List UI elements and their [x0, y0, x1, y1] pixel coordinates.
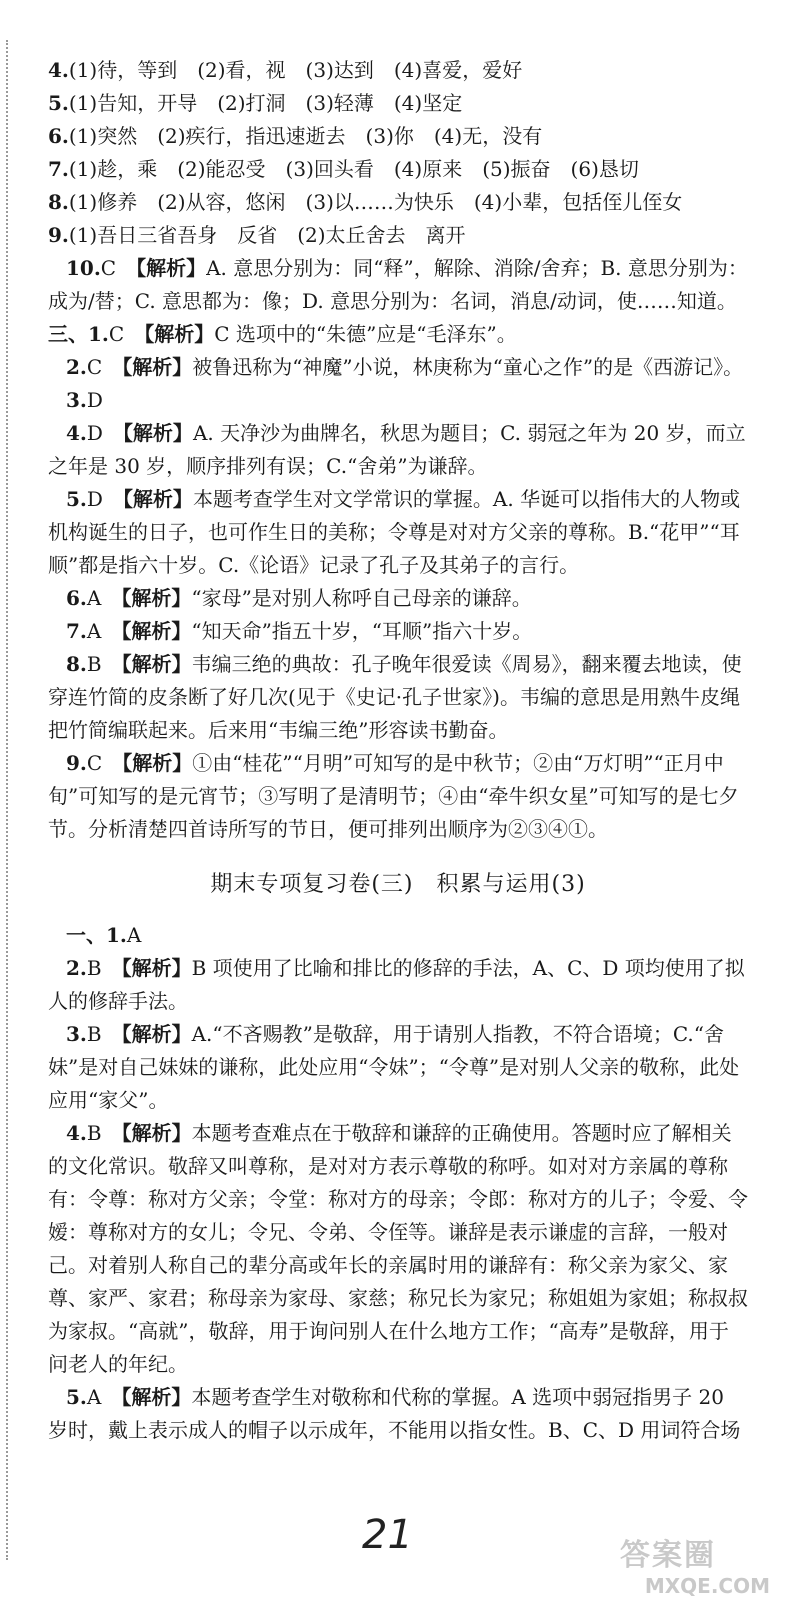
answer-line-5: 5.(1)告知，开导 (2)打洞 (3)轻薄 (4)坚定 [48, 91, 463, 115]
answer-line-4: 4.(1)待，等到 (2)看，视 (3)达到 (4)喜爱，爱好 [48, 58, 523, 82]
answer-3-6: 6.A 【解析】“家母”是对别人称呼自己母亲的谦辞。 [66, 586, 532, 610]
section-title: 期末专项复习卷(三) 积累与运用(3) [210, 872, 586, 897]
answer-line-9: 9.(1)吾日三省吾身 反省 (2)太丘舍去 离开 [48, 223, 466, 247]
answer-line-6: 6.(1)突然 (2)疾行，指迅速逝去 (3)你 (4)无，没有 [48, 124, 543, 148]
binding-dotted-line [6, 40, 8, 1560]
answer-3-5: 5.D 【解析】本题考查学生对文学常识的掌握。A. 华诞可以指伟大的人物或机构诞生的日子，也可作生日的美称；令尊是对对方父亲的尊称。B.“花甲”“耳顺”都是指六十岁。C.《论语》记录了孔子及其弟子的言行。 [48, 487, 741, 577]
answer-3-1: 三、1.C 【解析】C 选项中的“朱德”应是“毛泽东”。 [48, 322, 517, 346]
answer-s3-2: 2.B 【解析】B 项使用了比喻和排比的修辞的手法，A、C、D 项均使用了拟人的修辞手法。 [48, 956, 745, 1013]
answer-s3-3: 3.B 【解析】A.“不吝赐教”是敬辞，用于请别人指教，不符合语境；C.“舍妹”是对自己妹妹的谦称，此处应用“令妹”；“令尊”是对别人父亲的敬称，此处应用“家父”。 [48, 1022, 740, 1112]
watermark-bottom: MXQE.COM [644, 1574, 770, 1598]
watermark-top: 答案圈 [620, 1538, 716, 1573]
answer-line-7: 7.(1)趁，乘 (2)能忍受 (3)回头看 (4)原来 (5)振奋 (6)恳切 [48, 157, 639, 181]
answer-10: 10.C 【解析】A. 意思分别为：同“释”，解除、消除/舍弃；B. 意思分别为：成为/替；C. 意思都为：像；D. 意思分别为：名词，消息/动词，使……知道。 [48, 256, 748, 313]
answer-3-7: 7.A 【解析】“知天命”指五十岁，“耳顺”指六十岁。 [66, 619, 533, 643]
answer-s3-4: 4.B 【解析】本题考查难点在于敬辞和谦辞的正确使用。答题时应了解相关的文化常识。敬辞又叫尊称，是对对方表示尊敬的称呼。如对对方亲属的尊称有：令尊：称对方父亲；令堂：称对方的母亲；令郎：称对方的儿子；令爱、令嫒：尊称对方的女儿；令兄、令弟、令侄等。谦辞是表示谦虚的言辞，一般对己。对着别人称自己的辈分高或年长的亲属时用的谦辞有：称父亲为家父、家尊、家严、家君；称母亲为家母、家慈；称兄长为家兄；称姐姐为家姐；称叔叔为家叔。“高就”，敬辞，用于询问别人在什么地方工作；“高寿”是敬辞，用于问老人的年纪。 [48, 1121, 748, 1376]
answer-line-8: 8.(1)修养 (2)从容，悠闲 (3)以……为快乐 (4)小辈，包括侄儿侄女 [48, 190, 683, 214]
answer-3-3: 3.D [66, 388, 103, 412]
answer-3-4: 4.D 【解析】A. 天净沙为曲牌名，秋思为题目；C. 弱冠之年为 20 岁，而立之年是 30 岁，顺序排列有误；C.“舍弟”为谦辞。 [48, 421, 746, 478]
answer-content [48, 54, 748, 1447]
page-number: 21 [362, 1512, 413, 1558]
answer-s3-1: 一、1.A [66, 923, 142, 947]
watermark-logo [620, 1530, 770, 1598]
answer-s3-5: 5.A 【解析】本题考查学生对敬称和代称的掌握。A 选项中弱冠指男子 20 岁时，戴上表示成人的帽子以示成年，不能用以指女性。B、C、D 用词符合场 [48, 1385, 741, 1442]
answer-3-9: 9.C 【解析】①由“桂花”“月明”可知写的是中秋节；②由“万灯明”“正月中旬”可知写的是元宵节；③写明了是清明节；④由“牵牛织女星”可知写的是七夕节。分析清楚四首诗所写的节日，便可排列出顺序为②③④①。 [48, 751, 739, 841]
answer-3-2: 2.C 【解析】被鲁迅称为“神魔”小说，林庚称为“童心之作”的是《西游记》。 [66, 355, 744, 379]
answer-3-8: 8.B 【解析】韦编三绝的典故：孔子晚年很爱读《周易》，翻来覆去地读，使穿连竹简的皮条断了好几次(见于《史记·孔子世家》)。韦编的意思是用熟牛皮绳把竹简编联起来。后来用“韦编三绝”形容读书勤奋。 [48, 652, 742, 742]
